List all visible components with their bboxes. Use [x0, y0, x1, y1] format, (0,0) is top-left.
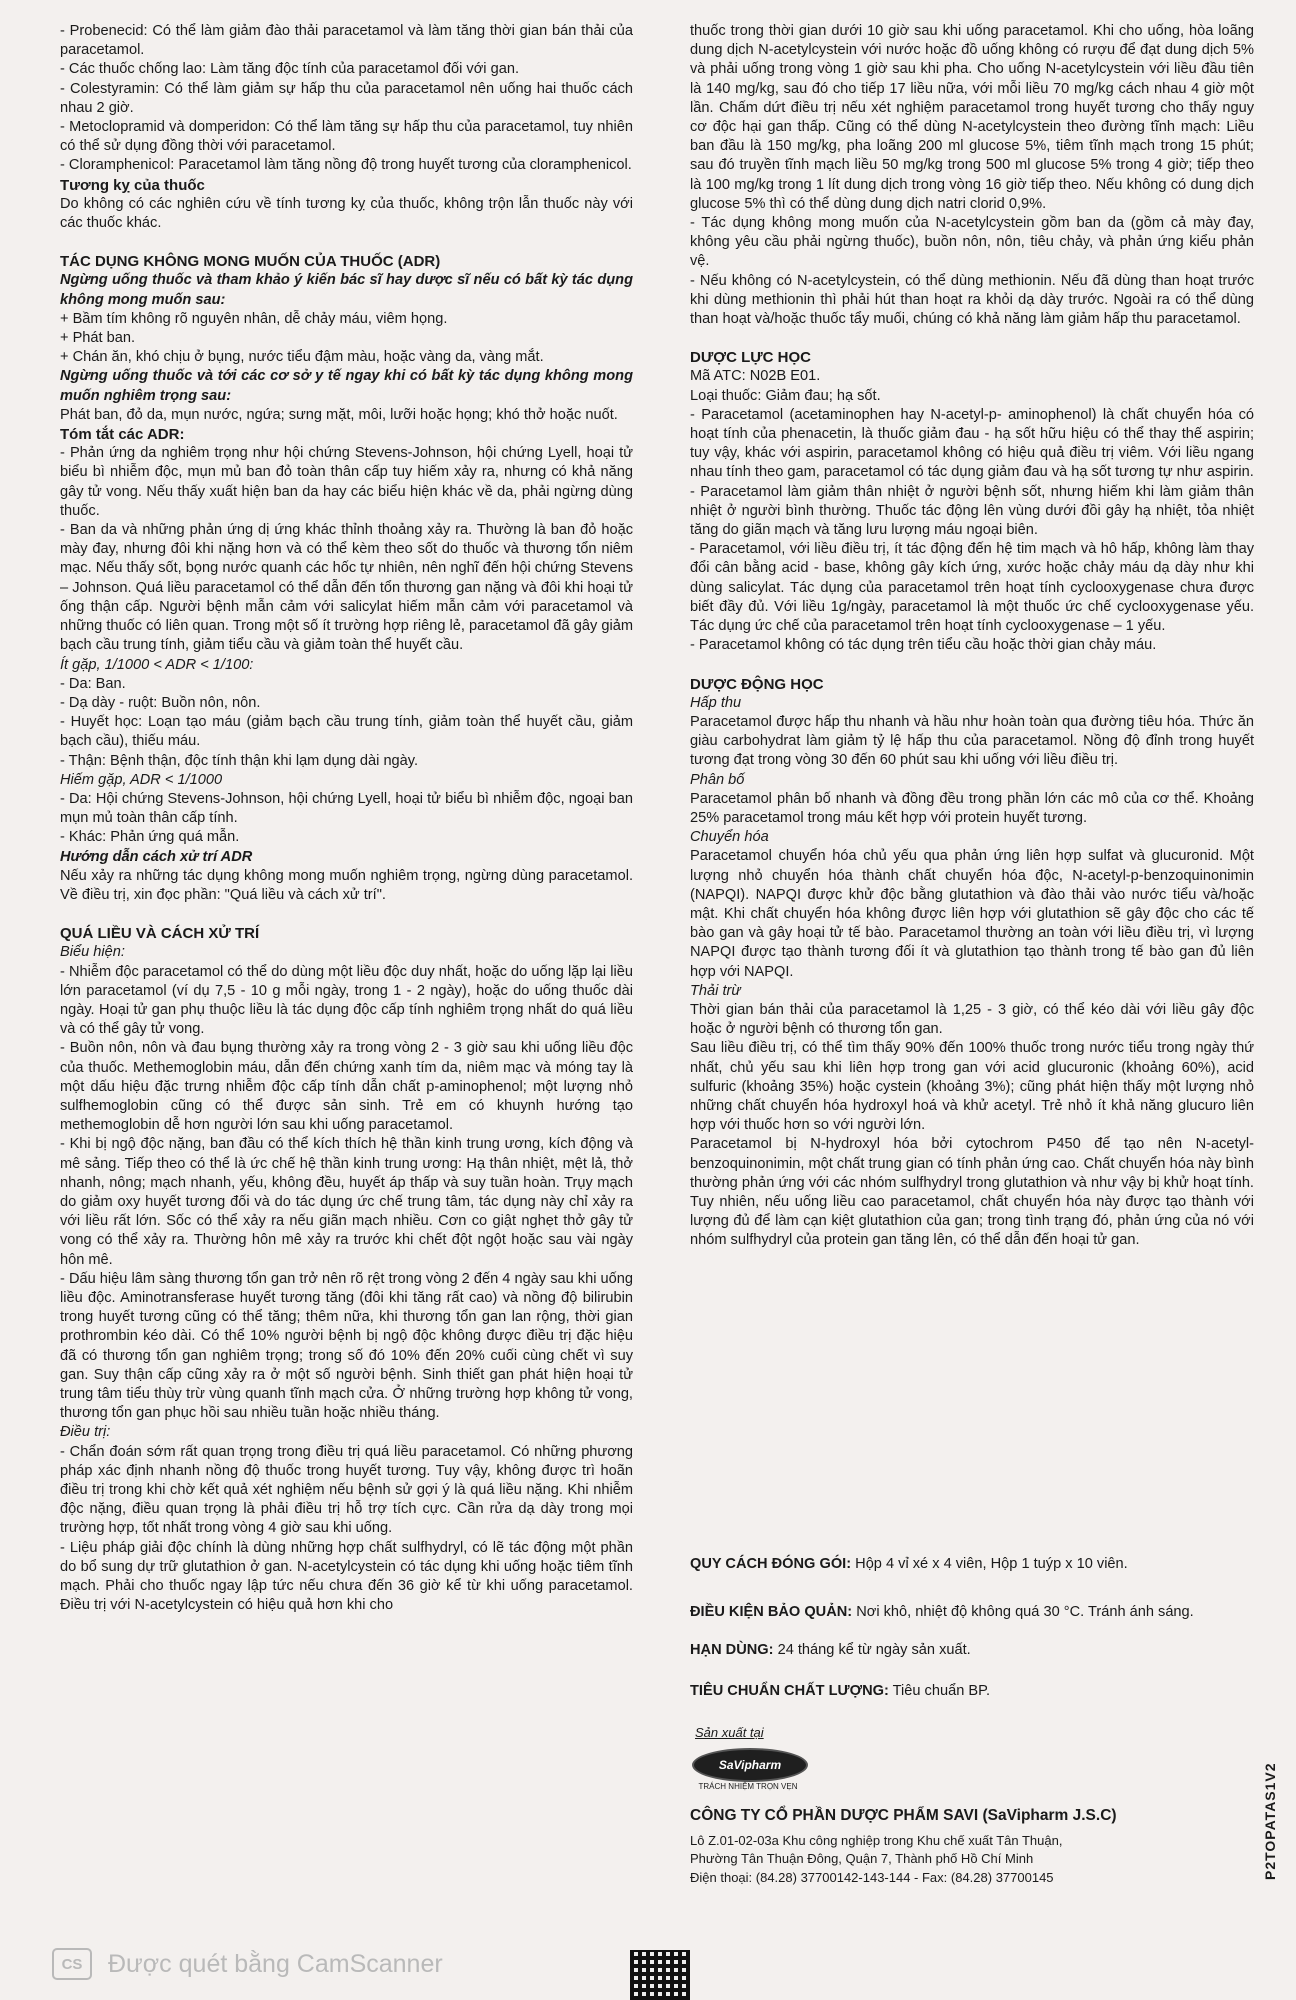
section-heading: DƯỢC ĐỘNG HỌC	[690, 675, 824, 693]
paragraph: - Da: Ban.	[60, 675, 126, 692]
paragraph: Loại thuốc: Giảm đau; hạ sốt.	[690, 387, 881, 404]
italic-subheading: Chuyển hóa	[690, 829, 769, 846]
standard-row	[690, 1682, 990, 1702]
paragraph: - Huyết học: Loạn tạo máu (giảm bạch cầu trung tính, giảm toàn thể huyết cầu, giảm bạch cầu), thiếu máu.	[60, 714, 633, 750]
paragraph: - Chẩn đoán sớm rất quan trọng trong điều trị quá liều paracetamol. Có những phương pháp xác định nhanh nồng độ thuốc trong huyết tương. Tuy vậy, không được trì hoãn điều trị trong khi chờ kết quả xét nghiệm nếu bệnh sử gợi ý là quá liều nặng. Khi nhiễm độc nặng, điều quan trọng là phải điều trị hỗ trợ tích cực. Cần rửa dạ dày trong mọi trường hợp, tốt nhất trong vòng 4 giờ sau khi uống.	[60, 1443, 633, 1537]
paragraph: Nếu xảy ra những tác dụng không mong muốn nghiêm trọng, ngừng dùng paracetamol. Về điều trị, xin đọc phần: "Quá liều và cách xử trí".	[60, 867, 633, 903]
paragraph: - Da: Hội chứng Stevens-Johnson, hội chứng Lyell, hoại tử biểu bì nhiễm độc, ngoại ban mụn mủ toàn thân cấp tính.	[60, 790, 633, 827]
watermark-text: Được quét bằng CamScanner	[108, 1949, 443, 1978]
address-line-2: Phường Tân Thuận Đông, Quận 7, Thành phố Hồ Chí Minh	[690, 1851, 1034, 1867]
spacer	[690, 329, 1254, 348]
logo-tagline: TRÁCH NHIỆM TRỌN VẸN	[698, 1782, 798, 1791]
company-name: CÔNG TY CỔ PHẦN DƯỢC PHẨM SAVI (SaVipharm J.S.C)	[690, 1807, 1117, 1824]
expiry-value: 24 tháng kể từ ngày sản xuất.	[777, 1642, 971, 1658]
paragraph: thuốc trong thời gian dưới 10 giờ sau khi uống paracetamol. Khi cho uống, hòa loãng dung dịch N-acetylcystein với nước hoặc đồ uống không có rượu để đạt dung dịch 5% và phải uống trong vòng 1 giờ sau khi pha. Cho uống N-acetylcystein với liều đầu tiên là 140 mg/kg, sau đó cho tiếp 17 liều nữa, với mỗi liều 70 mg/kg cách nhau 4 giờ một lần. Chấm dứt điều trị nếu xét nghiệm paracetamol trong huyết tương cho thấy nguy cơ độc hại gan thấp. Cũng có thể dùng N-acetylcystein theo đường tĩnh mạch: Liều ban đầu là 150 mg/kg, pha loãng 200 ml glucose 5%, tiêm tĩnh mạch trong 15 phút; sau đó truyền tĩnh mạch liều 50 mg/kg trong 500 ml glucose 5% trong 4 giờ; tiếp theo là 100 mg/kg trong 1 lít dung dịch trong vòng 16 giờ tiếp theo. Nếu không có dung dịch glucose 5% thì có thể dùng dung dịch natri clorid 0,9%.	[690, 23, 1254, 212]
paragraph: - Phản ứng da nghiêm trọng như hội chứng Stevens-Johnson, hội chứng Lyell, hoại tử biểu bì nhiễm độc, mụn mủ ban đỏ toàn thân cấp tuy hiếm xảy ra, nhưng có khả năng gây tử vong. Nếu thấy xuất hiện ban da hay các biểu hiện khác về da, phải ngừng dùng thuốc.	[60, 445, 633, 519]
paragraph: - Paracetamol không có tác dụng trên tiểu cầu hoặc thời gian chảy máu.	[690, 637, 1157, 654]
paragraph: + Phát ban.	[60, 330, 136, 347]
paragraph: - Dấu hiệu lâm sàng thương tổn gan trở nên rõ rệt trong vòng 2 đến 4 ngày sau khi uống liều độc. Aminotransferase huyết tương tăng (đôi khi tăng rất cao) và nồng độ bilirubin trong huyết tương cũng có thể tăng; thêm nữa, khi thương tổn gan lan rộng, thời gian prothrombin kéo dài. Có thể 10% người bệnh bị ngộ độc không được điều trị đặc hiệu đã có thương tổn gan nghiêm trọng; trong số đó 10% đến 20% cuối cùng chết vì suy gan. Suy thận cấp cũng xảy ra ở một số người bệnh. Sinh thiết gan phát hiện hoại tử trung tâm tiểu thùy trừ vùng quanh tĩnh mạch cửa. Ở những trường hợp không tử vong, thương tổn gan phục hồi sau nhiều tuần hoặc nhiều tháng.	[60, 1270, 633, 1422]
standard-label: TIÊU CHUẨN CHẤT LƯỢNG:	[690, 1683, 889, 1699]
packaging-value: Hộp 4 vỉ xé x 4 viên, Hộp 1 tuýp x 10 viên.	[855, 1556, 1128, 1572]
paragraph: Paracetamol phân bố nhanh và đồng đều trong phần lớn các mô của cơ thể. Khoảng 25% paracetamol trong máu kết hợp với protein huyết tương.	[690, 790, 1254, 826]
paragraph: - Metoclopramid và domperidon: Có thể làm tăng sự hấp thu của paracetamol, tuy nhiên có thể sử dụng đồng thời với paracetamol.	[60, 119, 633, 155]
paragraph: Paracetamol chuyển hóa chủ yếu qua phản ứng liên hợp sulfat và glucuronid. Một lượng nhỏ chuyển hóa thành chất chuyển hóa độc, N-acetyl-p-benzoquinonimin (NAPQI). NAPQI được khử độc bằng glutathion và đào thải vào nước tiểu và/hoặc mật. Khi chất chuyển hóa không được liên hợp với glutathion sẽ gây độc cho các tế bào gan và gây hoại tử tế bào. Paracetamol thường an toàn với liều điều trị, vì lượng NAPQI được tạo thành tương đối ít và glutathion tạo thành trong tế bào gan đủ liên hợp với NAPQI.	[690, 848, 1254, 980]
expiry-label: HẠN DÙNG:	[690, 1642, 774, 1658]
italic-subheading: Biểu hiện:	[60, 944, 125, 961]
paragraph: Do không có các nghiên cứu về tính tương kỵ của thuốc, không trộn lẫn thuốc này với các thuốc khác.	[60, 195, 633, 232]
paragraph: Phát ban, đỏ da, mụn nước, ngứa; sưng mặt, môi, lưỡi hoặc họng; khó thở hoặc nuốt.	[60, 406, 618, 423]
made-in-label: Sản xuất tại	[695, 1725, 764, 1740]
paragraph: - Nếu không có N-acetylcystein, có thể dùng methionin. Nếu đã dùng than hoạt trước khi dùng methionin thì phải hút than hoạt ra khỏi dạ dày trước. Ngoài ra có thể dùng than hoạt và/hoặc thuốc tẩy muối, chúng có khả năng làm giảm hấp thu paracetamol.	[690, 272, 1254, 328]
camscanner-watermark	[52, 1948, 443, 1980]
qr-code-icon	[630, 1950, 690, 2000]
paragraph: Paracetamol bị N-hydroxyl hóa bởi cytochrom P450 để tạo nên N-acetyl-benzoquinonimin, một chất trung gian có tính phản ứng cao. Chất chuyển hóa này bình thường phản ứng với các nhóm sulfhydryl trong glutathion và như vậy bị khử hoạt tính. Tuy nhiên, nếu uống liều cao paracetamol, chất chuyển hóa này được tạo thành với lượng đủ để làm cạn kiệt glutathion của gan; trong tình trạng đó, phản ứng của nó với nhóm sulfhydryl của protein gan tăng lên, có thể dẫn đến hoại tử gan.	[690, 1136, 1254, 1249]
packaging-row	[690, 1555, 1128, 1575]
paragraph: - Paracetamol (acetaminophen hay N-acetyl-p- aminophenol) là chất chuyển hóa có hoạt tính của phenacetin, là thuốc giảm đau - hạ sốt hữu hiệu có thể thay thế aspirin; tuy vậy, khác với aspirin, paracetamol không có hiệu quả điều trị viêm. Với liều ngang nhau tính theo gam, paracetamol có tác dụng giảm đau và hạ sốt tương tự như aspirin.	[690, 406, 1254, 481]
spacer	[60, 233, 633, 252]
subheading: Ngừng uống thuốc và tham khảo ý kiến bác sĩ hay dược sĩ nếu có bất kỳ tác dụng không mong muốn sau:	[60, 272, 633, 308]
italic-subheading: Điều trị:	[60, 1424, 111, 1441]
italic-subheading: Phân bố	[690, 771, 745, 788]
standard-value: Tiêu chuẩn BP.	[892, 1683, 991, 1699]
paragraph: Thời gian bán thải của paracetamol là 1,25 - 3 giờ, có thể kéo dài với liều gây độc hoặc ở người bệnh có thương tổn gan.	[690, 1001, 1254, 1038]
italic-subheading: Hấp thu	[690, 694, 742, 711]
paragraph: - Cloramphenicol: Paracetamol làm tăng nồng độ trong huyết tương của cloramphenicol.	[60, 157, 632, 174]
paragraph: - Paracetamol, với liều điều trị, ít tác động đến hệ tim mạch và hô hấp, không làm thay đổi cân bằng acid - base, không gây kích ứng, xước hoặc chảy máu dạ dày như khi dùng salicylat. Tác dụng của paracetamol trên hoạt tính cyclooxygenase chưa được biết đầy đủ. Với liều 1g/ngày, paracetamol là một thuốc ức chế cyclooxygenase yếu. Tác dụng ức chế của paracetamol trên hoạt tính cyclooxygenase – 1 yếu.	[690, 541, 1254, 635]
company-address	[690, 1832, 1062, 1887]
side-code: P2TOPATAS1V2	[1262, 1762, 1278, 1880]
paragraph: Paracetamol được hấp thu nhanh và hầu như hoàn toàn qua đường tiêu hóa. Thức ăn giàu carbohydrat làm giảm tỷ lệ hấp thu của paracetamol. Nồng độ đỉnh trong huyết tương đạt trong vòng 30 đến 60 phút sau khi uống với liều điều trị.	[690, 713, 1254, 769]
paragraph: - Thận: Bệnh thận, độc tính thận khi lạm dụng dài ngày.	[60, 752, 419, 769]
section-heading: Tương kỵ của thuốc	[60, 176, 205, 194]
left-column	[60, 22, 633, 1615]
paragraph: - Các thuốc chống lao: Làm tăng độc tính của paracetamol đối với gan.	[60, 61, 520, 78]
paragraph: - Probenecid: Có thể làm giảm đào thải paracetamol và làm tăng thời gian bán thải của paracetamol.	[60, 23, 633, 59]
subheading: Ngừng uống thuốc và tới các cơ sở y tế ngay khi có bất kỳ tác dụng không mong muốn nghiêm trọng sau:	[60, 368, 633, 404]
paragraph: - Khi bị ngộ độc nặng, ban đầu có thể kích thích hệ thần kinh trung ương, kích động và mê sảng. Tiếp theo có thể là ức chế hệ thần kinh trung ương: Hạ thân nhiệt, mệt lả, thở nhanh, nông; mạch nhanh, yếu, không đều, huyết áp thấp và suy tuần hoàn. Trụy mạch do giảm oxy huyết tương đối và do tác dụng ức chế trung tâm, tác dụng này chỉ xảy ra với liều rất lớn. Sốc có thể xảy ra nếu giãn mạch nhiều. Cơn co giật nghẹt thở gây tử vong có thể xảy ra. Thường hôn mê xảy ra trước khi chết đột ngột hoặc sau vài ngày hôn mê.	[60, 1136, 633, 1268]
paragraph: - Liệu pháp giải độc chính là dùng những hợp chất sulfhydryl, có lẽ tác động một phần do bổ sung dự trữ glutathion ở gan. N-acetylcystein có tác dụng khi uống hoặc tiêm tĩnh mạch. Phải cho thuốc ngay lập tức nếu chưa đến 36 giờ kể từ khi uống paracetamol. Điều trị với N-acetylcystein có hiệu quả hơn khi cho	[60, 1539, 633, 1614]
paragraph: + Bầm tím không rõ nguyên nhân, dễ chảy máu, viêm họng.	[60, 310, 448, 327]
paragraph: - Paracetamol làm giảm thân nhiệt ở người bệnh sốt, nhưng hiếm khi làm giảm thân nhiệt ở người bình thường. Thuốc tác động lên vùng dưới đồi gây hạ nhiệt, tỏa nhiệt tăng do giãn mạch và tăng lưu lượng máu ngoại biên.	[690, 483, 1254, 539]
italic-subheading: Ít gặp, 1/1000 < ADR < 1/100:	[60, 656, 254, 673]
section-heading: TÁC DỤNG KHÔNG MONG MUỐN CỦA THUỐC (ADR)	[60, 253, 441, 271]
section-heading: DƯỢC LỰC HỌC	[690, 349, 812, 367]
italic-subheading: Hiếm gặp, ADR < 1/1000	[60, 771, 223, 788]
spacer	[60, 905, 633, 924]
paragraph: - Khác: Phản ứng quá mẫn.	[60, 829, 240, 846]
paragraph: Mã ATC: N02B E01.	[690, 368, 821, 385]
paragraph: - Colestyramin: Có thể làm giảm sự hấp thu của paracetamol nên uống hai thuốc cách nhau 2 giờ.	[60, 80, 633, 116]
paragraph: - Ban da và những phản ứng dị ứng khác thỉnh thoảng xảy ra. Thường là ban đỏ hoặc mày đay, nhưng đôi khi nặng hơn và có thể kèm theo sốt do thuốc và thương tổn niêm mạc. Nếu thấy sốt, bọng nước quanh các hốc tự nhiên, nên nghĩ đến hội chứng Stevens – Johnson. Quá liều paracetamol có thể dẫn đến tổn thương gan nặng và đôi khi hoại tử ống thận cấp. Người bệnh mẫn cảm với salicylat hiếm mẫn cảm với paracetamol và những thuốc có liên quan. Trong một số ít trường hợp riêng lẻ, paracetamol đã gây giảm bạch cầu trung tính, giảm tiểu cầu và giảm toàn thể huyết cầu.	[60, 522, 633, 654]
packaging-label: QUY CÁCH ĐÓNG GÓI:	[690, 1556, 852, 1572]
savipharm-logo: SaVipharm	[692, 1748, 808, 1782]
right-column	[690, 22, 1254, 1251]
section-heading: QUÁ LIỀU VÀ CÁCH XỬ TRÍ	[60, 925, 260, 943]
italic-subheading: Thải trừ	[690, 982, 741, 999]
paragraph: - Tác dụng không mong muốn của N-acetylcystein gồm ban da (gồm cả mày đay, không yêu cầu phải ngừng thuốc), buồn nôn, nôn, tiêu chảy, và phản ứng kiểu phản vệ.	[690, 215, 1254, 270]
paragraph: - Nhiễm độc paracetamol có thể do dùng một liều độc duy nhất, hoặc do uống lặp lại liều lớn paracetamol (ví dụ 7,5 - 10 g mỗi ngày, trong 1 - 2 ngày), hoặc do uống thuốc dài ngày. Hoại tử gan phụ thuộc liều là tác dụng độc cấp tính nghiêm trọng nhất do quá liều và có thể gây tử vong.	[60, 963, 633, 1038]
storage-value: Nơi khô, nhiệt độ không quá 30 °C. Tránh ánh sáng.	[856, 1604, 1194, 1620]
section-heading: Tóm tắt các ADR:	[60, 426, 185, 444]
subheading: Hướng dẫn cách xử trí ADR	[60, 848, 253, 865]
paragraph: - Dạ dày - ruột: Buồn nôn, nôn.	[60, 694, 261, 711]
expiry-row	[690, 1641, 971, 1661]
paragraph: + Chán ăn, khó chịu ở bụng, nước tiểu đậm màu, hoặc vàng da, vàng mắt.	[60, 349, 544, 366]
spacer	[690, 656, 1254, 675]
paragraph: Sau liều điều trị, có thể tìm thấy 90% đến 100% thuốc trong nước tiểu trong ngày thứ nhất, chủ yếu sau khi liên hợp trong gan với acid glucuronic (khoảng 60%), acid sulfuric (khoảng 35%) hoặc cystein (khoảng 3%); cũng phát hiện thấy một lượng nhỏ những chất chuyển hóa hydroxyl hoá và khử acetyl. Trẻ nhỏ ít khả năng glucuro liên hợp với thuốc hơn so với người lớn.	[690, 1040, 1254, 1134]
address-line-3: Điện thoại: (84.28) 37700142-143-144 - Fax: (84.28) 37700145	[690, 1869, 1054, 1885]
storage-row	[690, 1603, 1194, 1623]
camscanner-icon: CS	[52, 1948, 92, 1980]
storage-label: ĐIỀU KIỆN BẢO QUẢN:	[690, 1604, 853, 1620]
address-line-1: Lô Z.01-02-03a Khu công nghiệp trong Khu chế xuất Tân Thuận,	[690, 1833, 1063, 1848]
paragraph: - Buồn nôn, nôn và đau bụng thường xảy ra trong vòng 2 - 3 giờ sau khi uống liều độc của thuốc. Methemoglobin máu, dẫn đến chứng xanh tím da, niêm mạc và móng tay là một dấu hiệu đặc trưng nhiễm độc cấp tính dẫn chất p-aminophenol; một lượng nhỏ sulfhemoglobin cũng có thể được sản sinh. Trẻ em có khuynh hướng tạo methemoglobin dễ hơn người lớn sau khi uống paracetamol.	[60, 1040, 633, 1134]
